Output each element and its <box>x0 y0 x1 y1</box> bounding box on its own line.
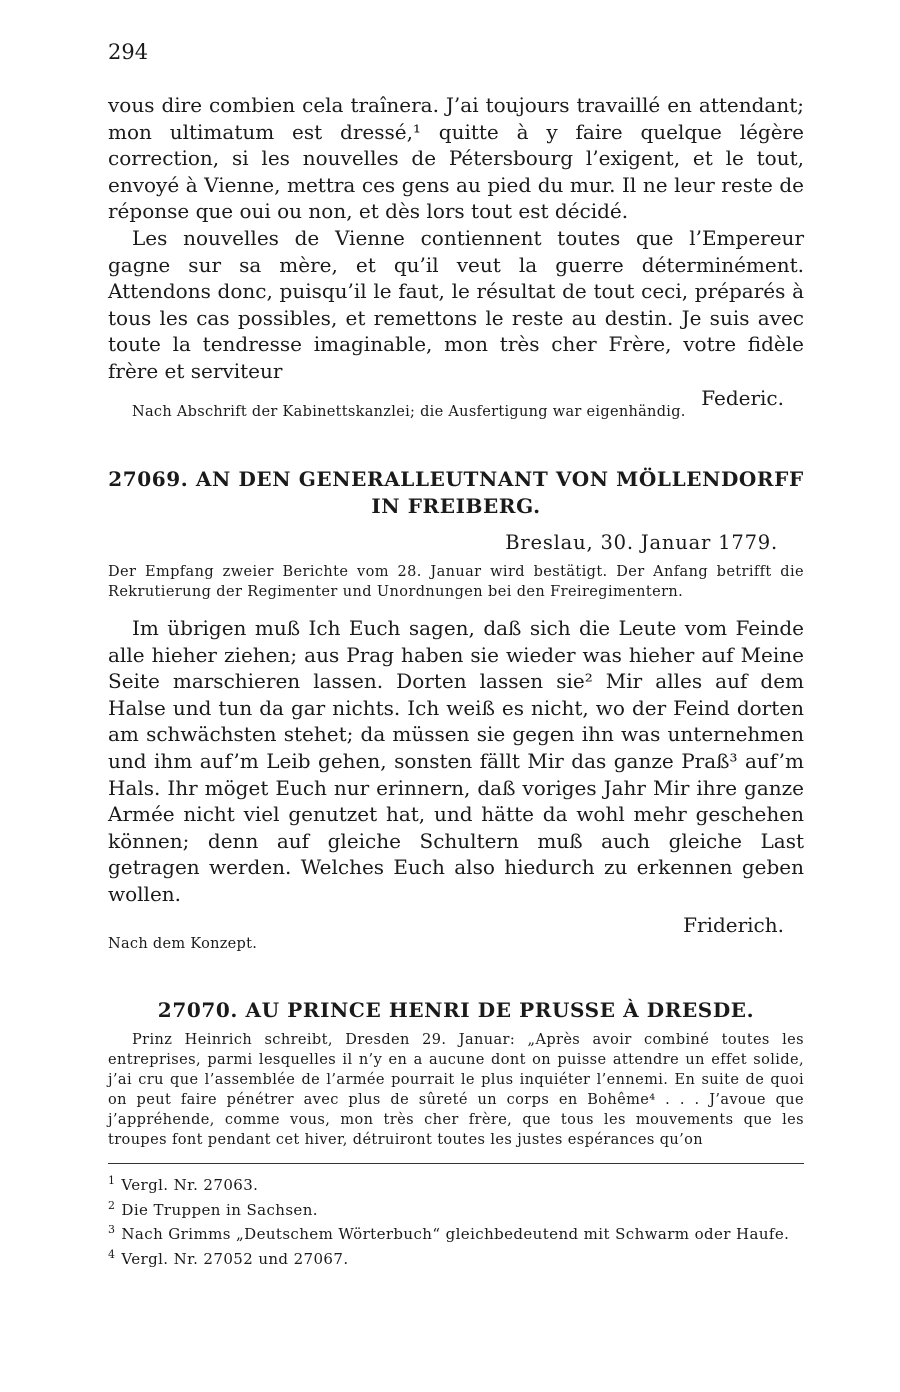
source-note: Nach Abschrift der Kabinettskanzlei; die Ausfertigung war eigenhändig. <box>132 404 686 420</box>
footnote-mark: 3 <box>108 1223 116 1237</box>
footnote <box>108 1220 804 1245</box>
paragraph: Im übrigen muß Ich Euch sagen, daß sich die Leute vom Feinde alle hieher ziehen; aus Prag haben sie wieder was hieher auf Meine Seite marschieren lassen. Dorten lassen sie² Mir alles auf dem Halse und tun da gar nichts. Ich weiß es nicht, wo der Feind dorten am schwächsten stehet; da müssen sie gegen ihn was unternehmen und ihm auf’m Leib gehen, sonsten fällt Mir das ganze Praß³ auf’m Hals. Ihr möget Euch nur erinnern, daß voriges Jahr Mir ihre ganze Armée nicht viel genutzet hat, und hätte da wohl mehr geschehen können; denn auf gleiche Schultern muß auch gleiche Last getragen werden. Welches Euch also hiedurch zu erkennen geben wollen. <box>108 616 804 906</box>
letter-summary: Der Empfang zweier Berichte vom 28. Januar wird bestätigt. Der Anfang betrifft die Rekrutierung der Regimenter und Unordnungen bei den Freiregimentern. <box>108 564 804 600</box>
footnote <box>108 1196 804 1221</box>
source-note: Nach dem Konzept. <box>108 936 258 952</box>
footnote-text: Vergl. Nr. 27063. <box>121 1176 259 1194</box>
heading-line: IN FREIBERG. <box>371 494 541 518</box>
footnote-text: Die Truppen in Sachsen. <box>121 1200 318 1219</box>
footnote-text: Vergl. Nr. 27052 und 27067. <box>121 1249 349 1268</box>
footnote-text: Nach Grimms „Deutschem Wörterbuch“ gleichbedeutend mit Schwarm oder Haufe. <box>121 1225 790 1244</box>
footnote <box>108 1245 804 1270</box>
dateline: Breslau, 30. Januar 1779. <box>505 531 778 554</box>
signature: Friderich. <box>683 912 784 937</box>
letter-27068-body <box>108 92 804 411</box>
footnotes <box>108 1171 804 1269</box>
footnote-separator <box>108 1163 804 1164</box>
letter-27069-body <box>108 615 804 938</box>
signature: Federic. <box>701 385 784 410</box>
footnote <box>108 1171 804 1196</box>
heading-line: 27069. AN DEN GENERALLEUTNANT VON MÖLLENDORFF <box>108 467 804 491</box>
page-number: 294 <box>108 40 149 64</box>
letter-heading <box>108 466 804 520</box>
paragraph: vous dire combien cela traînera. J’ai toujours travaillé en attendant; mon ultimatum est dressé,¹ quitte à y faire quelque légère correction, si les nouvelles de Pétersbourg l’exigent, et le tout, envoyé à Vienne, mettra ces gens au pied du mur. Il ne leur reste de réponse que oui ou non, et dès lors tout est décidé. <box>108 93 804 224</box>
letter-heading: 27070. AU PRINCE HENRI DE PRUSSE À DRESDE. <box>157 998 755 1022</box>
letter-summary: Prinz Heinrich schreibt, Dresden 29. Januar: „Après avoir combiné toutes les entreprises, parmi lesquelles il n’y en a aucune dont on puisse attendre un effet solide, j’ai cru que l’assemblée de l’armée pourrait le plus inquiéter l’ennemi. En suite de quoi on peut faire pénétrer avec plus de sûreté un corps en Bohême⁴ . . . J’avoue que j’appréhende, comme vous, mon très cher frère, que tous les mouvements que les troupes font pendant cet hiver, détruiront toutes les justes espérances qu’on <box>108 1032 804 1148</box>
footnote-mark: 1 <box>108 1174 116 1187</box>
footnote-mark: 4 <box>108 1247 116 1261</box>
paragraph: Les nouvelles de Vienne contiennent toutes que l’Empereur gagne sur sa mère, et qu’il veut la guerre déterminément. Attendons donc, puisqu’il le faut, le résultat de tout ceci, préparés à tous les cas possibles, et remettons le reste au destin. Je suis avec toute la tendresse imaginable, mon très cher Frère, votre fidèle frère et serviteur <box>108 225 804 383</box>
footnote-mark: 2 <box>108 1198 116 1212</box>
